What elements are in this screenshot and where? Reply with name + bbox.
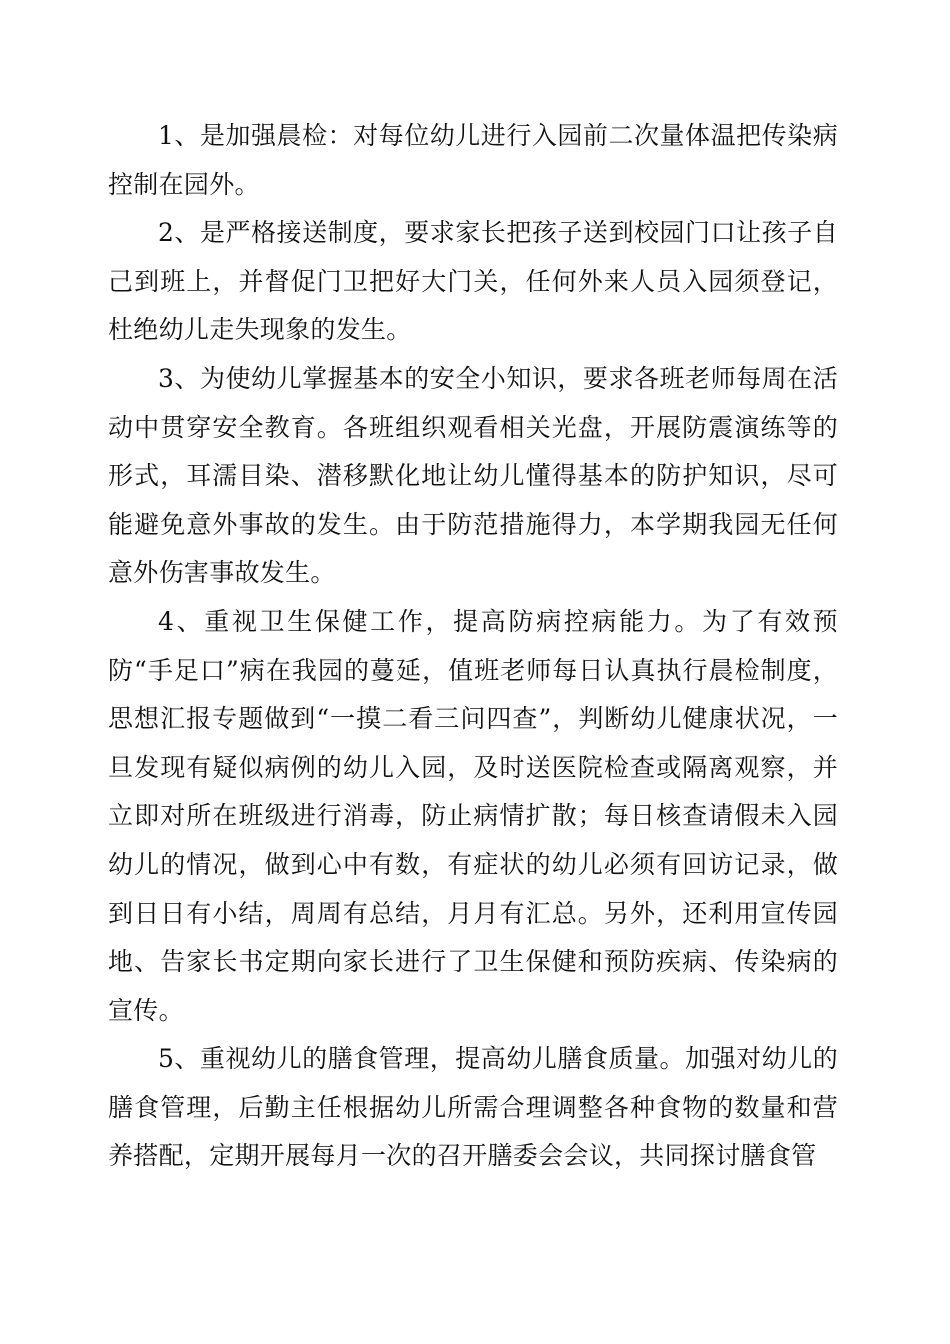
paragraph-5: 5、重视幼儿的膳食管理，提高幼儿膳食质量。加强对幼儿的膳食管理，后勤主任根据幼儿所需合理调整各种食物的数量和营养搭配，定期开展每月一次的召开膳委会会议，共同探讨膳食管 xyxy=(108,1044,838,1171)
paragraph-4: 4、重视卫生保健工作，提高防病控病能力。为了有效预防“手足口”病在我园的蔓延，值班老师每日认真执行晨检制度，思想汇报专题做到“一摸二看三问四查”，判断幼儿健康状况，一旦发现有疑似病例的幼儿入园，及时送医院检查或隔离观察，并立即对所在班级进行消毒，防止病情扩散；每日核查请假未入园幼儿的情况，做到心中有数，有症状的幼儿必须有回访记录，做到日日有小结，周周有总结，月月有汇总。另外，还利用宣传园地、告家长书定期向家长进行了卫生保健和预防疾病、传染病的宣传。 xyxy=(108,606,838,1025)
paragraph-3: 3、为使幼儿掌握基本的安全小知识，要求各班老师每周在活动中贯穿安全教育。各班组织观看相关光盘，开展防震演练等的形式，耳濡目染、潜移默化地让幼儿懂得基本的防护知识，尽可能避免意外事故的发生。由于防范措施得力，本学期我园无任何意外伤害事故发生。 xyxy=(108,363,838,588)
paragraph-2: 2、是严格接送制度，要求家长把孩子送到校园门口让孩子自己到班上，并督促门卫把好大门关，任何外来人员入园须登记，杜绝幼儿走失现象的发生。 xyxy=(108,218,838,345)
paragraph-1: 1、是加强晨检：对每位幼儿进行入园前二次量体温把传染病控制在园外。 xyxy=(108,121,838,199)
document-body xyxy=(108,112,838,1181)
